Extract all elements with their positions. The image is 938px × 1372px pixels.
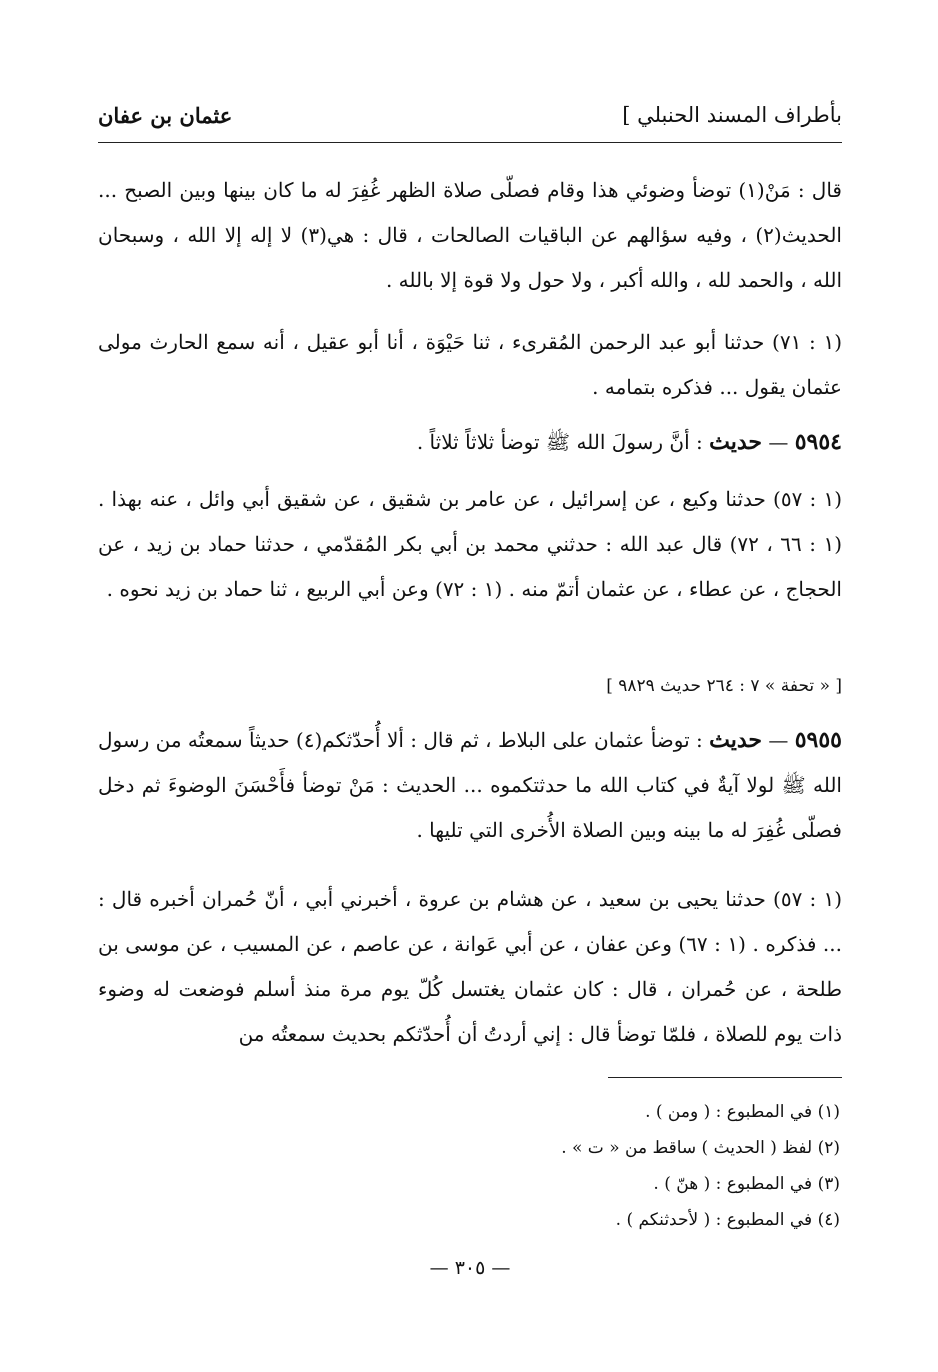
footnote: (٢) لفظ ( الحديث ) ساقط من « ت » . xyxy=(561,1138,840,1158)
tuhfa-reference: [ « تحفة » ٧ : ٢٦٤ حديث ٩٨٢٩ ] xyxy=(606,676,842,696)
section-title: عثمان بن عفان xyxy=(98,103,233,128)
footnotes xyxy=(98,1094,842,1238)
paragraph-hadith-text: قال : مَنْ(١) توضأ وضوئي هذا وقام فصلّى صلاة الظهر غُفِرَ له ما كان بينها وبين الصبح ... الحديث(٢) ، وفيه سؤالهم عن الباقيات الصالحات ، قال : هي(٣) لا إله إلا الله ، وسبحان الله ، والحمد لله ، والله أكبر ، ولا حول ولا قوة إلا بالله . xyxy=(98,178,842,292)
hadith-number: ٥٩٥٤ xyxy=(794,429,842,455)
hadith-label: حديث xyxy=(709,727,763,753)
footnote: (١) في المطبوع : ( ومن ) . xyxy=(645,1102,840,1122)
footnote: (٤) في المطبوع : ( لأحدثنكم ) . xyxy=(615,1210,840,1230)
hadith-label: حديث xyxy=(709,429,763,455)
paragraph-isnad: (١ : ٥٧) حدثنا يحيى بن سعيد ، عن هشام بن عروة ، أخبرني أبي ، أنّ حُمران أخبره قال : ... فذكره . (١ : ٦٧) وعن عفان ، عن أبي عَوانة ، عن عاصم ، عن المسيب ، عن موسى بن طلحة ، عن حُمران ، قال : كان عثمان يغتسل كُلّ يوم مرة منذ أسلم فوضعت له وضوء ذات يوم للصلاة ، فلمّا توضأ قال : إني أردتُ أن أُحدّثكم بحديث سمعتُه من xyxy=(98,887,843,1046)
paragraph-isnad: (١ : ٥٧) حدثنا وكيع ، عن إسرائيل ، عن عامر بن شقيق ، عن شقيق أبي وائل ، عنه بهذا . (١ : ٦٦ ، ٧٢) قال عبد الله : حدثني محمد بن أبي بكر المُقدّمي ، حدثنا حماد بن زيد ، عن الحجاج ، عن عطاء ، عن عثمان أتمّ منه . (١ : ٧٢) وعن أبي الربيع ، ثنا حماد بن زيد نحوه . xyxy=(98,487,843,601)
book-title: بأطراف المسند الحنبلي ] xyxy=(622,103,842,127)
hadith-text: : أنَّ رسولَ الله ﷺ توضأ ثلاثاً ثلاثاً . xyxy=(416,430,703,454)
book-page xyxy=(98,0,842,1372)
page-number: — ٣٠٥ — xyxy=(429,1257,511,1279)
footnote: (٣) في المطبوع : ( هنّ ) . xyxy=(653,1174,840,1194)
hadith-text: : توضأ عثمان على البلاط ، ثم قال : ألا أُحدّثكم(٤) حديثاً سمعتُه من رسول الله ﷺ لولا آيةٌ في كتاب الله ما حدثتكموه ... الحديث : مَنْ توضأ فأَحْسَنَ الوضوءَ ثم دخل فصلّى غُفِرَ له ما بينه وبين الصلاة الأُخرى التي تليها . xyxy=(97,728,842,842)
footnote-rule xyxy=(608,1077,842,1078)
hadith-number: ٥٩٥٥ xyxy=(794,727,842,753)
hadith-entry-5955: ٥٩٥٥ — حديث : توضأ عثمان على البلاط ، ثم قال : ألا أُحدّثكم(٤) حديثاً سمعتُه من رسول الله ﷺ لولا آيةٌ في كتاب الله ما حدثتكموه ... الحديث : مَنْ توضأ فأَحْسَنَ الوضوءَ ثم دخل فصلّى غُفِرَ له ما بينه وبين الصلاة الأُخرى التي تليها . xyxy=(97,727,842,842)
hadith-entry-5954: ٥٩٥٤ — حديث : أنَّ رسولَ الله ﷺ توضأ ثلاثاً ثلاثاً . xyxy=(416,429,842,455)
running-header xyxy=(98,103,842,137)
header-rule xyxy=(98,142,842,143)
paragraph-isnad: (١ : ٧١) حدثنا أبو عبد الرحمن المُقرىء ، ثنا حَيْوَة ، أنا أبو عقيل ، أنه سمع الحارث مولى عثمان يقول ... فذكره بتمامه . xyxy=(98,330,842,399)
